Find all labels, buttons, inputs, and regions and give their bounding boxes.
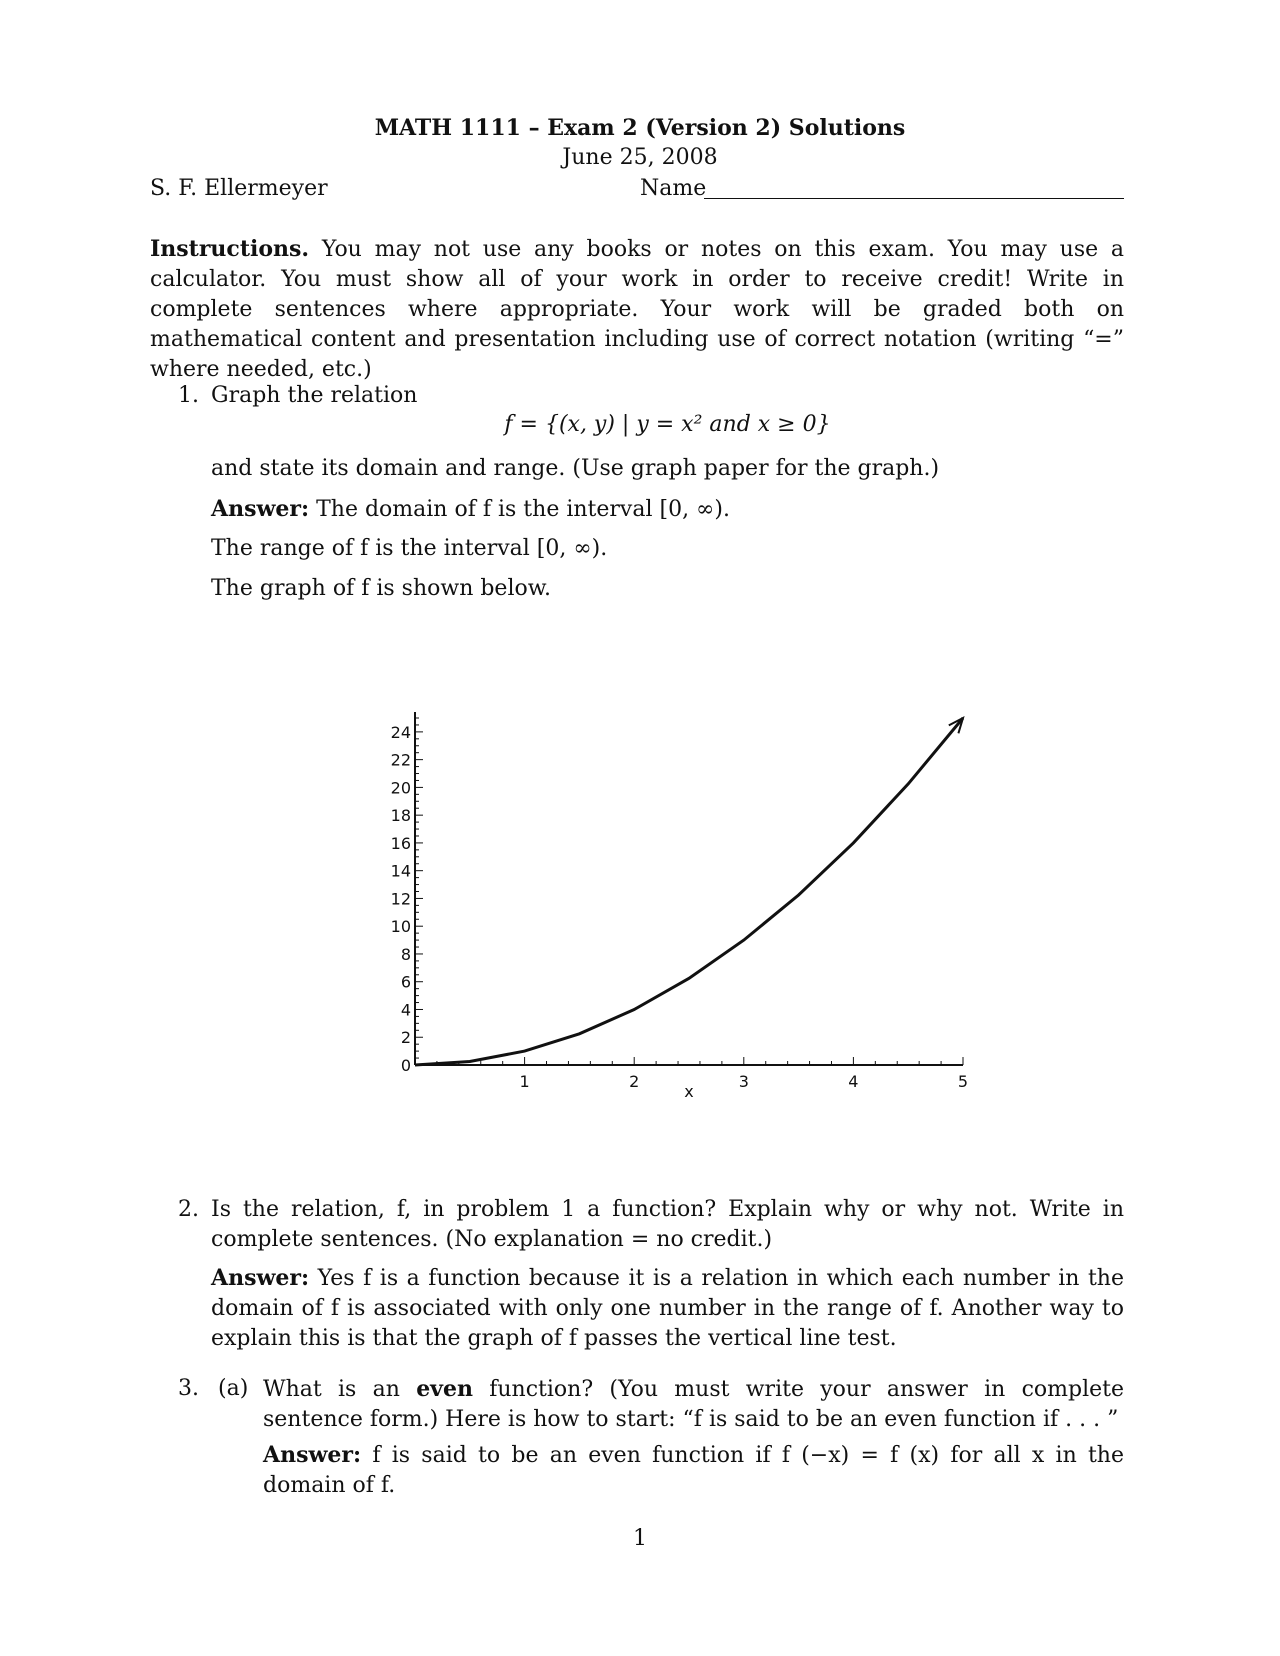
x-tick-label: 1 <box>519 1072 530 1091</box>
problem-1-answer-range: The range of f is the interval [0, ∞). <box>211 536 608 561</box>
name-underline <box>704 198 1124 199</box>
name-label: Name <box>640 176 707 201</box>
problem-1-prompt-2: and state its domain and range. (Use graph paper for the graph.) <box>211 456 940 481</box>
answer-label: Answer: <box>263 1442 362 1468</box>
chart-labels <box>391 723 968 1101</box>
x-tick-label: 5 <box>957 1072 969 1091</box>
problem-3-prompt <box>263 1374 1124 1435</box>
instructions-label: Instructions. <box>150 236 310 262</box>
problem-1-graph-note: The graph of f is shown below. <box>211 576 551 601</box>
y-tick-label: 10 <box>390 917 411 937</box>
problem-1-prompt: Graph the relation <box>211 383 418 408</box>
y-tick-label: 20 <box>390 778 411 798</box>
problem-3-number: 3. <box>178 1376 199 1401</box>
instructions-text: You may not use any books or notes on this exam. You may use a calculator. You must show all of your work in order to receive credit! Write in complete sentences where appropriate. Your work will be graded both on mathematical content and presentation including use of correct notation (writing “=” where needed, etc.) <box>150 237 1124 382</box>
problem-3-part-a: (a) <box>218 1376 249 1401</box>
y-tick-label: 12 <box>390 889 411 909</box>
problem-1-answer-domain <box>211 494 730 525</box>
instructions <box>150 234 1124 385</box>
exam-title: MATH 1111 – Exam 2 (Version 2) Solutions <box>374 115 906 141</box>
graph-of-f <box>380 700 1000 1110</box>
y-tick-label: 24 <box>390 722 411 742</box>
answer-text: Yes f is a function because it is a relation in which each number in the domain of f is associated with only one number in the range of f. Another way to explain this is that the graph of f passes the vertical line test. <box>211 1266 1124 1351</box>
problem-2-answer <box>211 1263 1124 1354</box>
author: S. F. Ellermeyer <box>150 176 328 201</box>
prompt-text: function? (You must write your answer in complete sentence form.) Here is how to start: “f is said to be an even function if . . . ” <box>263 1377 1124 1432</box>
y-tick-label: 18 <box>390 806 411 826</box>
curve-y-equals-x-squared <box>415 718 963 1065</box>
y-tick-label: 0 <box>400 1056 411 1075</box>
answer-text: The domain of f is the interval [0, ∞). <box>316 497 730 522</box>
y-tick-label: 6 <box>400 972 411 992</box>
prompt-text: What is an <box>263 1377 400 1402</box>
x-tick-label: 3 <box>738 1072 749 1091</box>
y-tick-label: 4 <box>400 1000 411 1020</box>
problem-3-answer <box>263 1440 1124 1501</box>
problem-2-number: 2. <box>178 1197 199 1222</box>
problem-1-formula: f = {(x, y) | y = x² and x ≥ 0} <box>504 412 831 437</box>
y-tick-label: 16 <box>390 833 411 853</box>
page-number: 1 <box>633 1526 647 1551</box>
problem-1-number: 1. <box>178 383 199 408</box>
exam-date: June 25, 2008 <box>562 145 718 170</box>
answer-label: Answer: <box>211 496 310 522</box>
answer-label: Answer: <box>211 1265 310 1291</box>
y-tick-label: 14 <box>390 861 411 881</box>
x-tick-label: 2 <box>629 1072 640 1091</box>
x-tick-label: 4 <box>848 1072 859 1091</box>
chart-ticks <box>415 718 963 1065</box>
x-axis-label: x <box>684 1082 694 1101</box>
y-tick-label: 2 <box>400 1028 411 1048</box>
prompt-emphasis: even <box>416 1376 473 1402</box>
answer-text: f is said to be an even function if f (−x) = f (x) for all x in the domain of f. <box>263 1443 1124 1498</box>
problem-2-prompt: Is the relation, f, in problem 1 a function? Explain why or why not. Write in complete sentences. (No explanation = no credit.) <box>211 1197 1124 1252</box>
y-tick-label: 22 <box>390 750 411 770</box>
chart-axes <box>415 712 963 1065</box>
name-field[interactable] <box>640 174 706 204</box>
y-tick-label: 8 <box>400 944 411 964</box>
